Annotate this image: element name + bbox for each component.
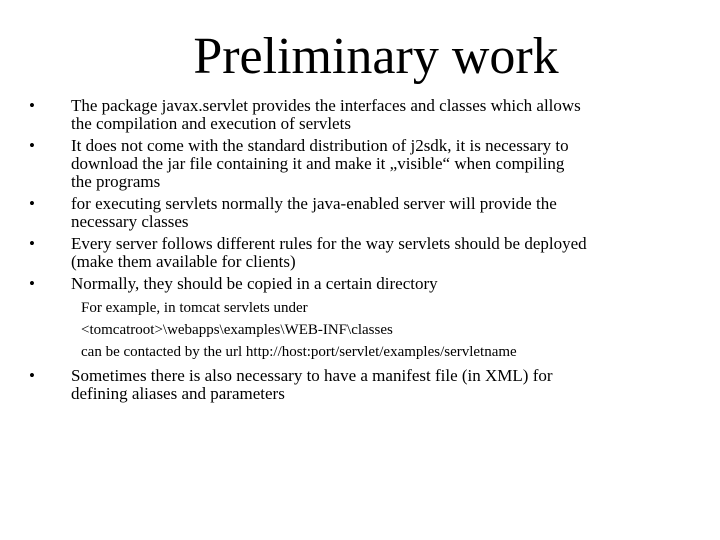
bullet-text-line: defining aliases and parameters — [71, 384, 285, 403]
bullet-marker: • — [29, 234, 35, 253]
bullet-text-line: The package javax.servlet provides the interfaces and classes which allows — [71, 96, 581, 115]
bullet-marker: • — [29, 274, 35, 293]
bullet-text-line: for executing servlets normally the java-enabled server will provide the — [71, 194, 557, 213]
bullet-marker: • — [29, 194, 35, 213]
bullet-text-line: the compilation and execution of servlets — [71, 114, 351, 133]
bullet-item — [25, 275, 690, 293]
bullet-item — [25, 195, 690, 231]
bullet-list — [25, 97, 690, 407]
example-block — [25, 297, 690, 363]
bullet-item — [25, 97, 690, 133]
bullet-text-line: necessary classes — [71, 212, 189, 231]
bullet-item — [25, 137, 690, 191]
example-line: can be contacted by the url http://host:port/servlet/examples/servletname — [81, 344, 517, 360]
bullet-text-line: Sometimes there is also necessary to have a manifest file (in XML) for — [71, 366, 553, 385]
bullet-marker: • — [29, 366, 35, 385]
slide-title: Preliminary work — [193, 28, 559, 85]
bullet-marker: • — [29, 136, 35, 155]
bullet-item — [25, 367, 690, 403]
bullet-marker: • — [29, 96, 35, 115]
example-line: For example, in tomcat servlets under — [81, 300, 308, 316]
bullet-item — [25, 235, 690, 271]
bullet-text-line: the programs — [71, 172, 161, 191]
example-line: <tomcatroot>\webapps\examples\WEB-INF\classes — [81, 322, 393, 338]
bullet-text-line: (make them available for clients) — [71, 252, 296, 271]
bullet-text-line: It does not come with the standard distribution of j2sdk, it is necessary to — [71, 136, 569, 155]
bullet-text-line: Every server follows different rules for the way servlets should be deployed — [71, 234, 587, 253]
bullet-text-line: Normally, they should be copied in a certain directory — [71, 274, 438, 293]
bullet-text-line: download the jar file containing it and make it „visible“ when compiling — [71, 154, 565, 173]
